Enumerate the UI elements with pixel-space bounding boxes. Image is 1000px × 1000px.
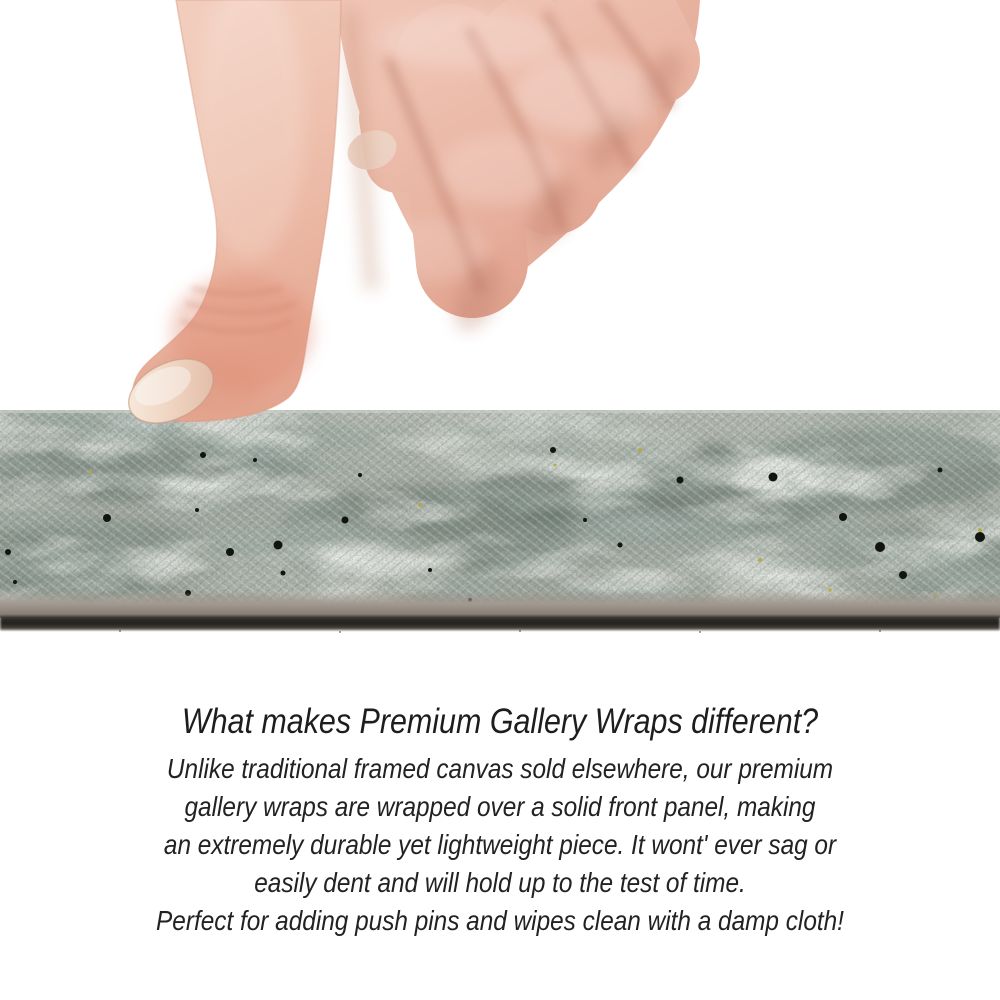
canvas-edge-photo [0, 410, 1000, 634]
canvas-texture [0, 410, 1000, 616]
info-line-1: Unlike traditional framed canvas sold elsewhere, our premium [166, 753, 834, 784]
info-line-4: easily dent and will hold up to the test of time. [254, 867, 746, 898]
thumb [118, 0, 341, 432]
info-line-5: Perfect for adding push pins and wipes clean with a damp cloth! [156, 905, 844, 936]
info-line-3: an extremely durable yet lightweight piece. It wont' ever sag or [163, 829, 837, 860]
info-line-2: gallery wraps are wrapped over a solid front panel, making [184, 791, 816, 822]
fist-fingers [335, 0, 700, 338]
hand-photo [0, 0, 1000, 432]
info-section [0, 699, 1000, 940]
info-heading: What makes Premium Gallery Wraps different? [181, 702, 819, 741]
canvas-bottom-edge [0, 592, 1000, 633]
